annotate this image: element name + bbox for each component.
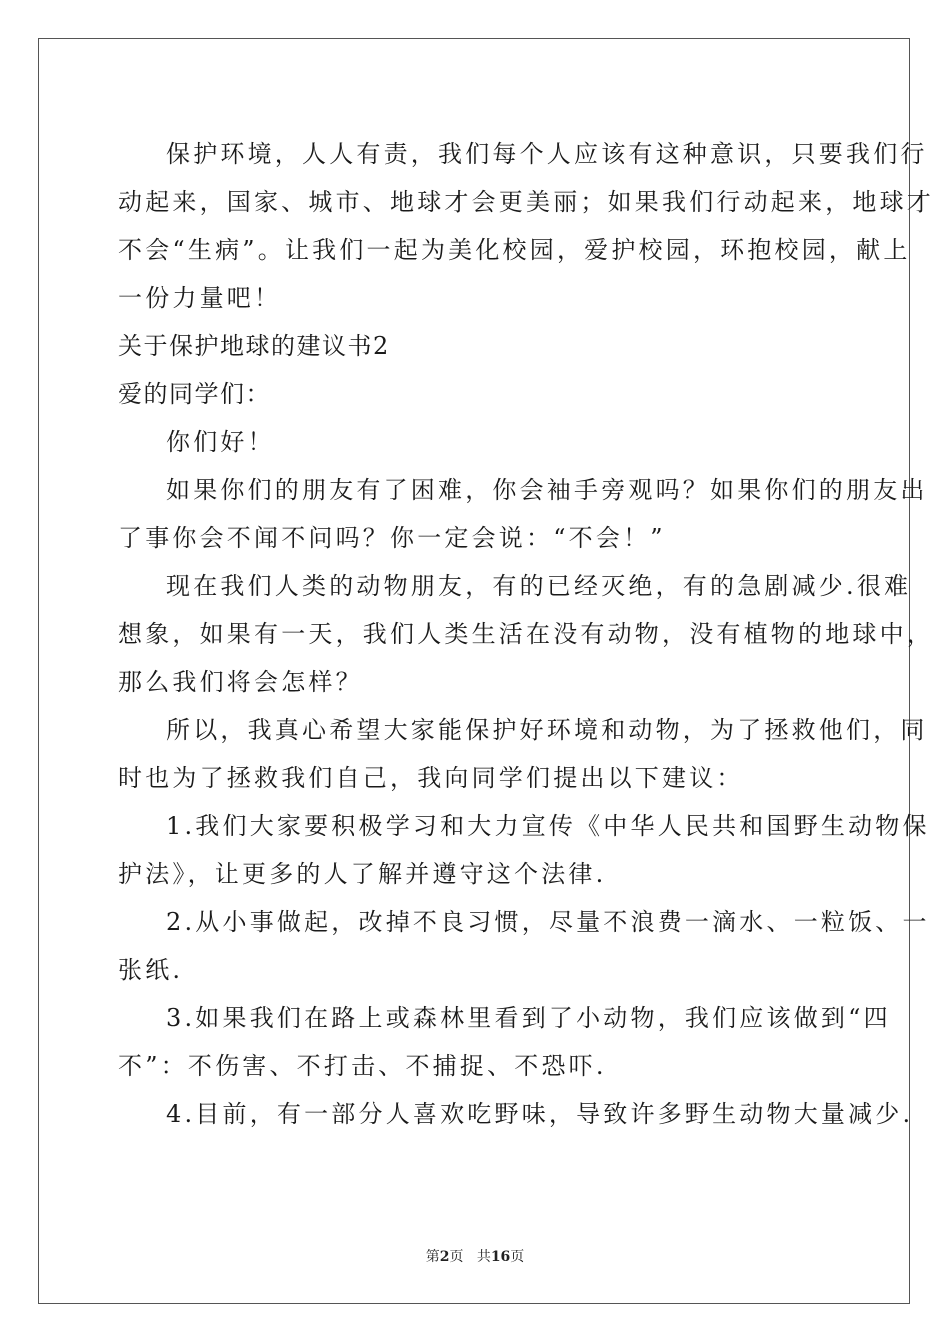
text-line: 2.从小事做起，改掉不良习惯，尽量不浪费一滴水、一粒饭、一 [166, 908, 930, 936]
section-heading [118, 322, 832, 370]
paragraph [118, 130, 934, 322]
text-line: 动起来，国家、城市、地球才会更美丽；如果我们行动起来，地球才 [118, 188, 934, 216]
text-line: 那么我们将会怎样？ [118, 668, 363, 696]
text-line: 想象，如果有一天，我们人类生活在没有动物，没有植物的地球中， [118, 620, 934, 648]
document-body [118, 130, 934, 1138]
text-line: 3.如果我们在路上或森林里看到了小动物，我们应该做到“四 [166, 1004, 891, 1032]
salutation-text: 爱的同学们： [118, 380, 271, 408]
paragraph [118, 418, 832, 466]
text-line: 所以，我真心希望大家能保护好环境和动物，为了拯救他们，同 [166, 716, 928, 744]
text-line: 1.我们大家要积极学习和大力宣传《中华人民共和国野生动物保 [166, 812, 930, 840]
total-prefix: 共 [476, 1249, 491, 1265]
text-line: 时也为了拯救我们自己，我向同学们提出以下建议： [118, 764, 744, 792]
total-suffix: 页 [510, 1249, 525, 1265]
heading-text: 关于保护地球的建议书2 [118, 332, 390, 360]
list-item [118, 802, 930, 898]
page-footer [0, 1246, 950, 1266]
text-line: 一份力量吧！ [118, 284, 282, 312]
paragraph [118, 466, 928, 562]
paragraph [118, 706, 928, 802]
text-line: 保护环境，人人有责，我们每个人应该有这种意识，只要我们行 [166, 140, 928, 168]
text-line: 不会“生病”。让我们一起为美化校园，爱护校园，环抱校园，献上 [118, 236, 911, 264]
list-item [118, 898, 930, 994]
greeting-text: 你们好！ [166, 428, 275, 456]
paragraph [118, 562, 934, 706]
page-prefix: 第 [425, 1249, 440, 1265]
text-line: 4.目前，有一部分人喜欢吃野味，导致许多野生动物大量减少. [166, 1100, 914, 1128]
text-line: 现在我们人类的动物朋友，有的已经灭绝，有的急剧减少.很难 [166, 572, 912, 600]
text-line: 了事你会不闻不问吗？你一定会说：“不会！” [118, 524, 666, 552]
salutation [118, 370, 832, 418]
text-line: 张纸. [118, 956, 184, 984]
text-line: 护法》，让更多的人了解并遵守这个法律. [118, 860, 607, 888]
page-suffix: 页 [449, 1249, 464, 1265]
list-item [118, 1090, 914, 1138]
text-line: 如果你们的朋友有了困难，你会袖手旁观吗？如果你们的朋友出 [166, 476, 928, 504]
total-page-number: 16 [490, 1249, 511, 1265]
current-page-number: 2 [439, 1249, 450, 1265]
list-item [118, 994, 891, 1090]
text-line: 不”：不伤害、不打击、不捕捉、不恐吓. [118, 1052, 607, 1080]
